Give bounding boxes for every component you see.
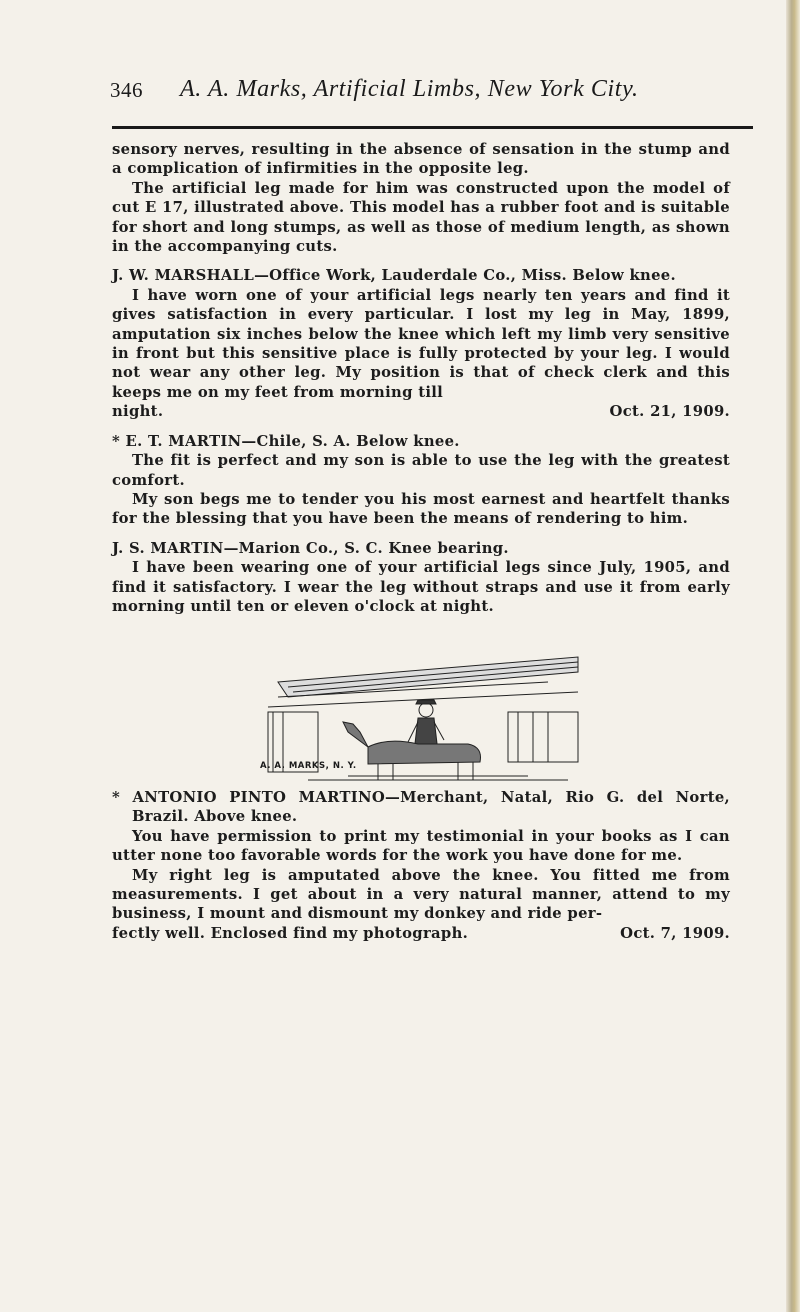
running-head — [180, 76, 639, 103]
testimonial-heading-et-martin: * E. T. MARTIN—Chile, S. A. Below knee. — [112, 432, 460, 450]
text-block-bottom — [112, 788, 730, 943]
testimonial-body-et-martin-2: My son begs me to tender you his most earnest and heartfelt thanks for the blessing that you have been the means of rendering to him. — [112, 490, 730, 528]
testimonial-heading-antonio: * ANTONIO PINTO MARTINO—Merchant, Natal, Rio G. del Norte, Brazil. Above knee. — [112, 789, 730, 826]
testimonial-body-js-martin: I have been wearing one of your artificial legs since July, 1905, and find it satisfactory. I wear the leg without straps and use it from early morning until ten or eleven o'clock at night. — [112, 559, 730, 615]
testimonial-heading-marshall: J. W. MARSHALL—Office Work, Lauderdale Co., Miss. Below knee. — [112, 267, 676, 285]
header-rule — [112, 126, 753, 129]
testimonial-dateline-antonio — [112, 924, 730, 943]
testimonial-dateline-marshall — [112, 402, 730, 421]
testimonial-date-antonio: Oct. 7, 1909. — [620, 924, 730, 942]
testimonial-last-line-marshall: night. — [112, 403, 164, 421]
paragraph-model-note: The artificial leg made for him was constructed upon the model of cut E 17, illustrated above. This model has a rubber foot and is suitable for short and long stumps, as well as those of medium length, as shown in the accompanying cuts. — [112, 179, 730, 256]
figure-caption: A. A. MARKS, N. Y. — [260, 761, 357, 771]
running-head-text: A. A. Marks, Artificial Limbs, New York City. — [180, 76, 639, 102]
testimonial-body-marshall: I have worn one of your artificial legs nearly ten years and find it gives satisfaction in every particular. I lost my leg in May, 1899, amputation six inches below the knee which left my limb very sensitive in front but this sensitive place is fully protected by your leg. I would not wear any other leg. My position is that of check clerk and this keeps me on my feet from morning till — [112, 286, 730, 401]
page-number: 346 — [110, 78, 143, 102]
paragraph-continued: sensory nerves, resulting in the absence of sensation in the stump and a complication of infirmities in the opposite leg. — [112, 141, 730, 178]
text-block-top — [112, 140, 730, 616]
testimonial-heading-js-martin: J. S. MARTIN—Marion Co., S. C. Knee bearing. — [112, 539, 509, 557]
testimonial-date-marshall: Oct. 21, 1909. — [609, 403, 730, 421]
testimonial-body-antonio-2: My right leg is amputated above the knee. You fitted me from measurements. I get about in a very natural manner, attend to my business, I mount and dismount my donkey and ride per- — [112, 866, 730, 923]
page-edge — [786, 0, 800, 1312]
page-header — [110, 78, 750, 112]
testimonial-last-line-antonio: fectly well. Enclosed find my photograph. — [112, 924, 469, 942]
testimonial-body-et-martin-1: The fit is perfect and my son is able to use the leg with the greatest comfort. — [112, 452, 730, 489]
testimonial-body-antonio-1: You have permission to print my testimonial in your books as I can utter none too favorable words for the work you have done for me. — [112, 827, 730, 865]
